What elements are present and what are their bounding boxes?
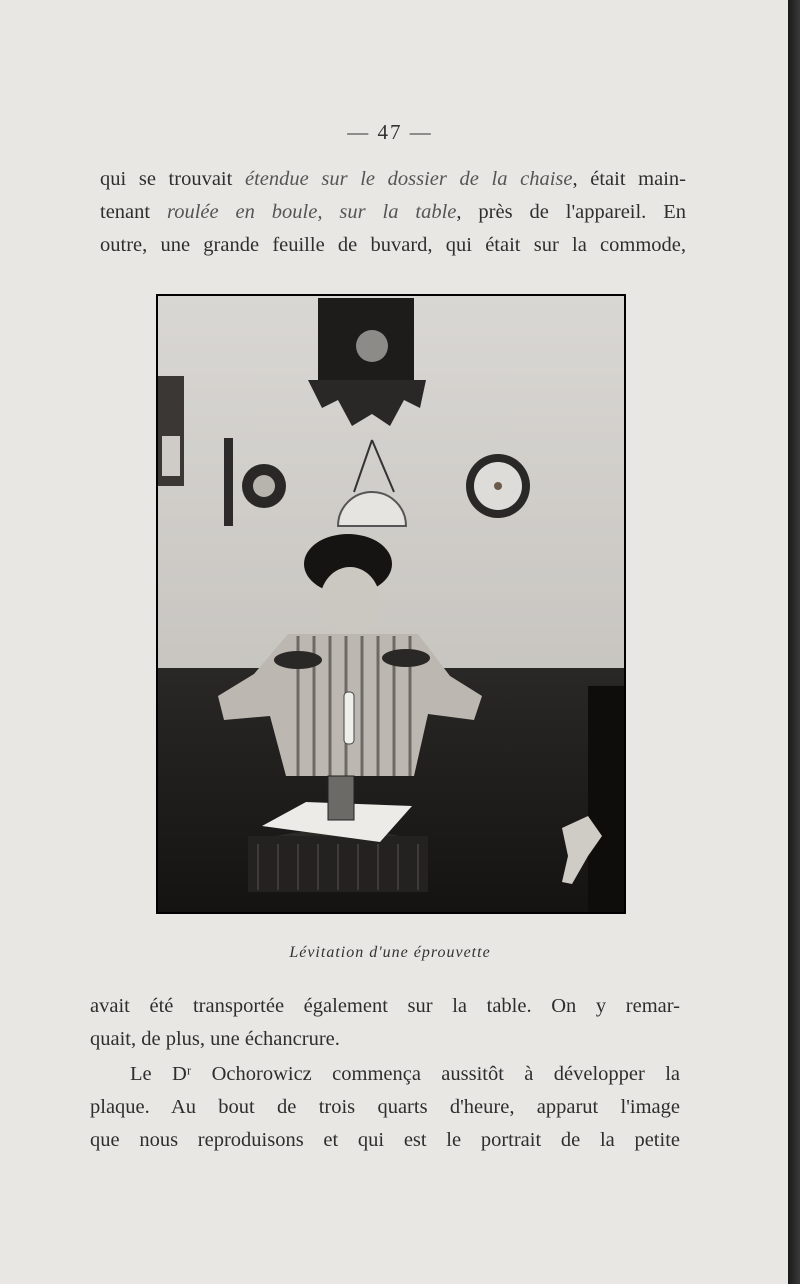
photograph-figure (156, 294, 626, 914)
text-run: , était main- (572, 168, 686, 190)
text-line (100, 229, 686, 262)
text-line (100, 196, 686, 229)
photograph-image (158, 296, 624, 912)
page-edge-shadow (788, 0, 800, 1284)
text-run: outre, une grande feuille de buvard, qui était sur la commode, (100, 234, 686, 256)
text-run: , près de l'appareil. En (456, 201, 686, 223)
bottom-paragraph-2 (90, 1058, 680, 1157)
text-line: Le Dʳ Ochorowicz commença aussitôt à développer la (130, 1063, 680, 1085)
text-run: qui se trouvait (100, 168, 245, 190)
italic-run: étendue sur le dossier de la chaise (244, 168, 573, 190)
text-line: que nous reproduisons et qui est le portrait de la petite (90, 1129, 680, 1151)
text-run: tenant (100, 201, 168, 223)
bottom-paragraph-1 (90, 990, 680, 1056)
text-line: plaque. Au bout de trois quarts d'heure, apparut l'image (90, 1096, 680, 1118)
italic-run: roulée en boule, sur la table (167, 201, 457, 223)
figure-caption: Lévitation d'une éprouvette (289, 944, 491, 961)
text-line (100, 163, 686, 196)
text-line: avait été transportée également sur la table. On y remar- (90, 995, 680, 1017)
text-line: quait, de plus, une échancrure. (90, 1028, 340, 1050)
page-number: — 47 — (347, 120, 433, 144)
top-paragraph (100, 163, 686, 262)
